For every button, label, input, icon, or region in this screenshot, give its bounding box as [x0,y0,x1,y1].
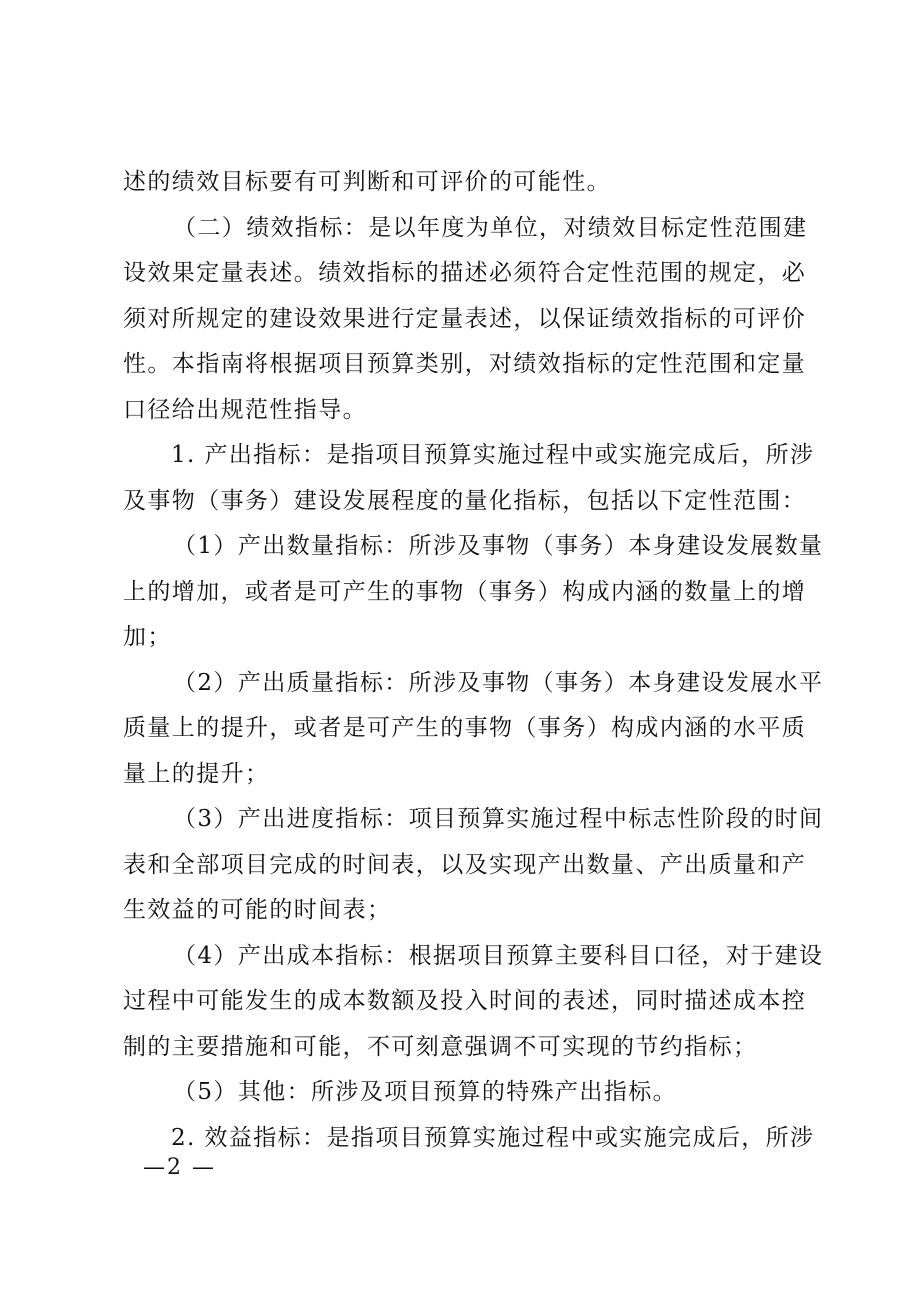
text-line: 量上的提升； [123,760,270,787]
subitem-output-cost: （4）产出成本指标：根据项目预算主要科目口径，对于建设 [173,942,824,969]
text-line: 过程中可能发生的成本数额及投入时间的表述，同时描述成本控 [123,988,807,1014]
text-line: 及事物（事务）建设发展程度的量化指标，包括以下定性范围： [123,487,807,514]
body-text [123,160,824,1161]
text-line: 须对所规定的建设效果进行定量表述，以保证绩效指标的可评价 [123,305,807,332]
text-line: 加； [123,624,172,650]
subitem-output-quality: （2）产出质量指标：所涉及事物（事务）本身建设发展水平 [173,669,824,696]
text-line: 性。本指南将根据项目预算类别，对绩效指标的定性范围和定量 [123,351,807,377]
text-line: 设效果定量表述。绩效指标的描述必须符合定性范围的规定，必 [123,260,807,286]
text-line: 生效益的可能的时间表； [123,897,392,923]
text-line: 口径给出规范性指导。 [123,396,367,423]
text-line: 制的主要措施和可能，不可刻意强调不可实现的节约指标； [123,1033,758,1060]
subitem-output-quantity: （1）产出数量指标：所涉及事物（事务）本身建设发展数量 [173,533,824,559]
section-heading-performance-indicators: （二）绩效指标：是以年度为单位，对绩效目标定性范围建 [173,214,808,241]
text-line: 上的增加，或者是可产生的事物（事务）构成内涵的数量上的增 [123,578,807,605]
subitem-other: （5）其他：所涉及项目预算的特殊产出指标。 [173,1079,678,1105]
text-line: 表和全部项目完成的时间表，以及实现产出数量、产出质量和产 [123,851,807,878]
text-line: 述的绩效目标要有可判断和可评价的可能性。 [123,169,611,195]
page-number: —2 — [143,1155,216,1180]
item-output-indicators: 1. 产出指标：是指项目预算实施过程中或实施完成后，所涉 [171,442,815,468]
subitem-output-progress: （3）产出进度指标：项目预算实施过程中标志性阶段的时间 [173,806,824,832]
item-benefit-indicators: 2. 效益指标：是指项目预算实施过程中或实施完成后，所涉 [171,1124,815,1151]
text-line: 质量上的提升，或者是可产生的事物（事务）构成内涵的水平质 [123,715,807,741]
